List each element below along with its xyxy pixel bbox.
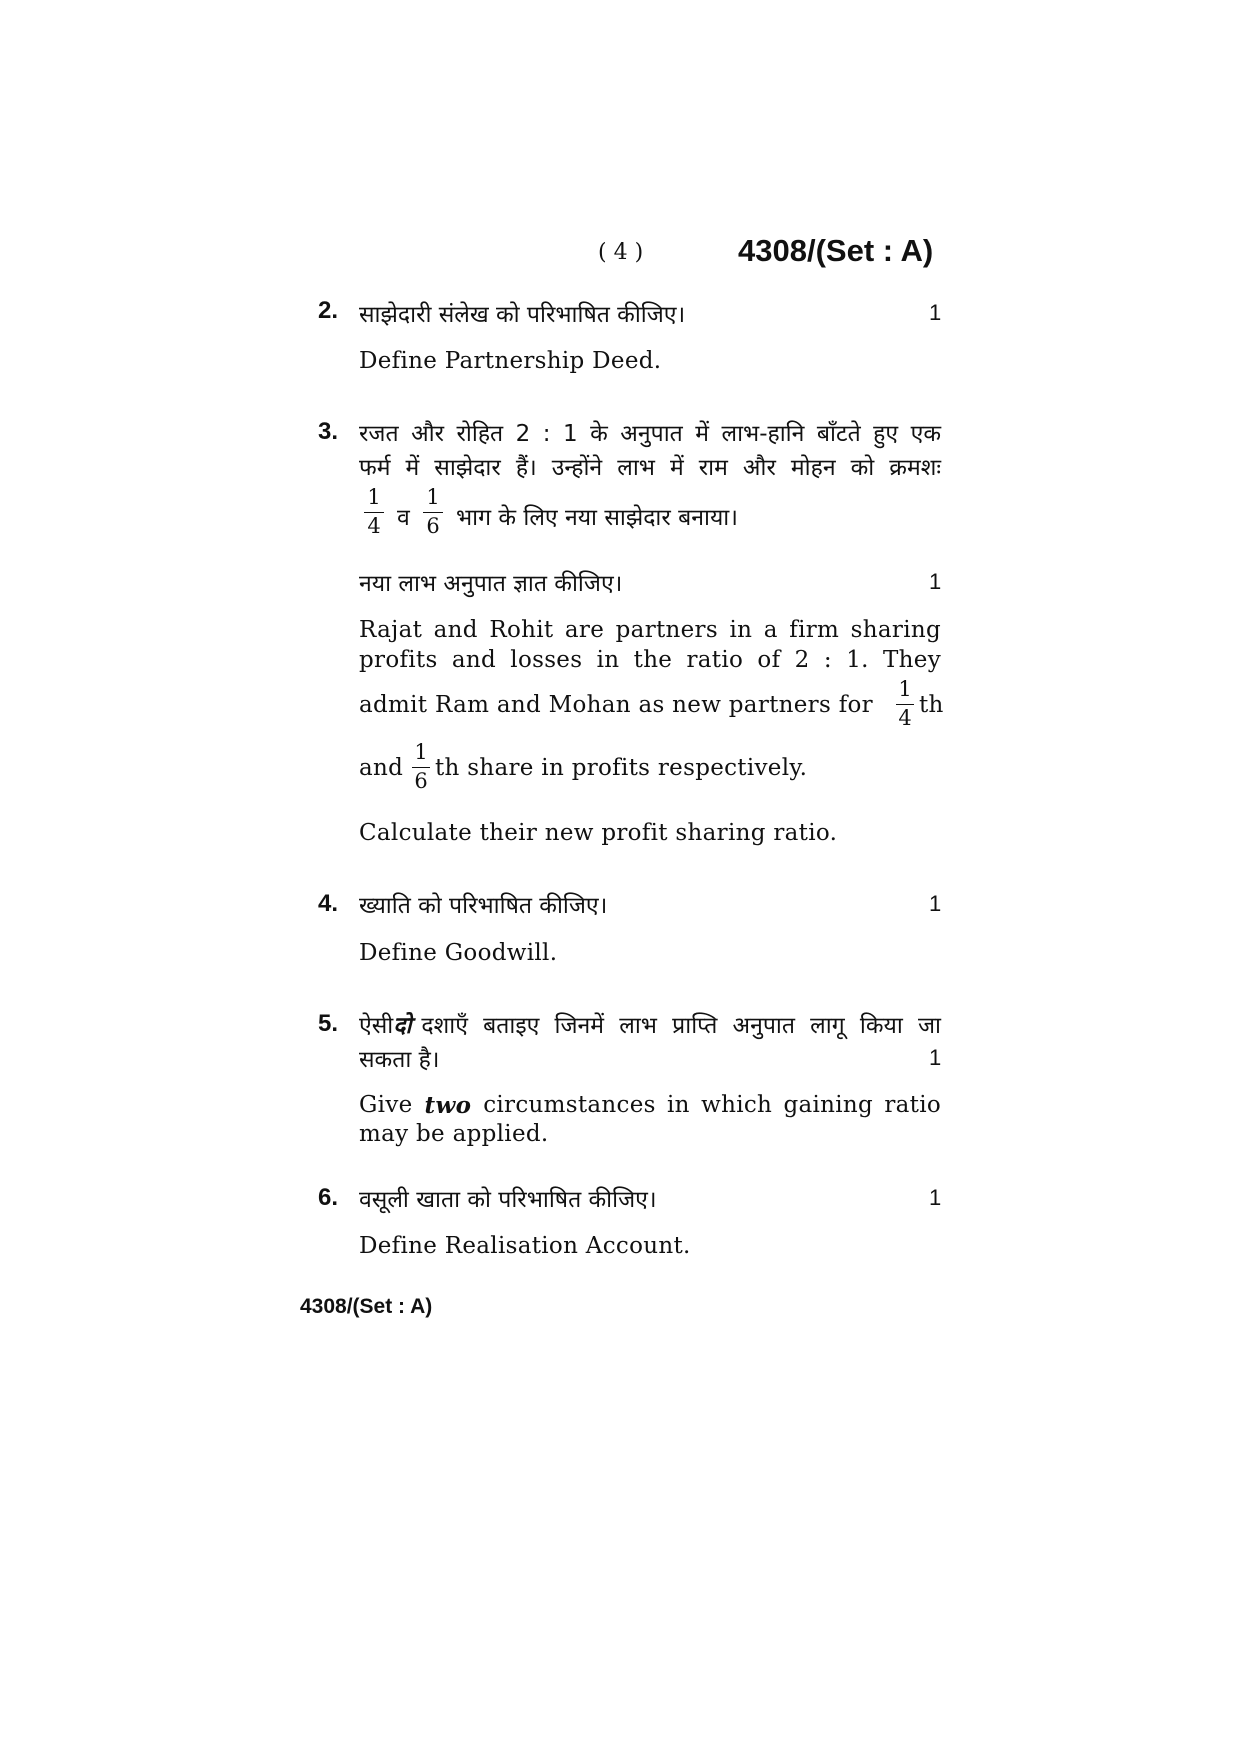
fraction-denominator: 6 <box>414 769 428 793</box>
paper-code-header: 4308/(Set : A) <box>738 233 934 268</box>
question-number: 4. <box>318 890 339 917</box>
fraction-bar <box>896 704 914 705</box>
question-hindi-line-2: फर्म में साझेदार हैं। उन्होंने लाभ में राम और मोहन को क्रमशः <box>359 455 941 481</box>
question-english-line-1 <box>359 1092 941 1119</box>
question-hindi: ख्याति को परिभाषित कीजिए। <box>359 893 608 919</box>
english-pre: Give <box>359 1092 413 1118</box>
question-number: 6. <box>318 1184 339 1211</box>
question-english-line-2: may be applied. <box>359 1121 549 1147</box>
ordinal-suffix: th <box>919 692 944 718</box>
question-hindi: वसूली खाता को परिभाषित कीजिए। <box>359 1187 657 1213</box>
question-marks: 1 <box>929 891 942 916</box>
question-english-line-4-prefix: and <box>359 755 404 781</box>
hindi-pre: ऐसी <box>359 1013 394 1039</box>
conjunction: व <box>397 505 410 531</box>
question-marks: 1 <box>929 300 942 325</box>
fraction-numerator: 1 <box>414 740 428 764</box>
question-marks: 1 <box>929 1185 942 1210</box>
question-english: Define Goodwill. <box>359 940 558 966</box>
fraction-one-sixth <box>412 742 430 792</box>
question-english: Define Realisation Account. <box>359 1233 691 1259</box>
hindi-emphasis: दो <box>393 1013 412 1039</box>
fraction-numerator: 1 <box>426 485 440 509</box>
question-hindi-line-1: रजत और रोहित 2 : 1 के अनुपात में लाभ-हानि बाँटते हुए एक <box>359 421 941 447</box>
english-emphasis: two <box>424 1092 472 1119</box>
paper-code-footer: 4308/(Set : A) <box>300 1295 433 1318</box>
fraction-numerator: 1 <box>367 485 381 509</box>
question-marks: 1 <box>929 1045 942 1070</box>
fraction-denominator: 4 <box>898 706 912 730</box>
fraction-bar <box>412 767 430 768</box>
question-number: 3. <box>318 418 339 445</box>
question-marks: 1 <box>929 569 942 594</box>
fraction-bar <box>364 512 384 513</box>
fraction-one-fourth <box>896 679 914 729</box>
question-number: 2. <box>318 297 339 324</box>
fraction-one-sixth <box>423 487 443 537</box>
question-english-task: Calculate their new profit sharing ratio. <box>359 820 838 846</box>
question-english-line-4: th share in profits respectively. <box>435 755 808 781</box>
question-hindi-line-3: भाग के लिए नया साझेदार बनाया। <box>456 505 738 531</box>
fraction-one-fourth <box>364 487 384 537</box>
fraction-denominator: 6 <box>426 514 440 538</box>
question-hindi-line-1 <box>359 1008 941 1040</box>
question-number: 5. <box>318 1010 339 1037</box>
question-english-line-2: profits and losses in the ratio of 2 : 1. They <box>359 647 941 673</box>
question-english-line-1: Rajat and Rohit are partners in a firm sharing <box>359 617 941 643</box>
fraction-denominator: 4 <box>367 514 381 538</box>
fraction-numerator: 1 <box>898 677 912 701</box>
question-hindi-task: नया लाभ अनुपात ज्ञात कीजिए। <box>359 571 623 597</box>
question-english: Define Partnership Deed. <box>359 348 662 374</box>
hindi-post: दशाएँ बताइए जिनमें लाभ प्राप्ति अनुपात लागू किया जा <box>421 1013 941 1039</box>
english-post: circumstances in which gaining ratio <box>483 1092 941 1118</box>
fraction-bar <box>423 512 443 513</box>
page-number: ( 4 ) <box>598 240 644 265</box>
question-hindi: साझेदारी संलेख को परिभाषित कीजिए। <box>359 302 686 328</box>
question-english-line-3: admit Ram and Mohan as new partners for <box>359 692 873 718</box>
question-hindi-line-2: सकता है। <box>359 1047 440 1073</box>
